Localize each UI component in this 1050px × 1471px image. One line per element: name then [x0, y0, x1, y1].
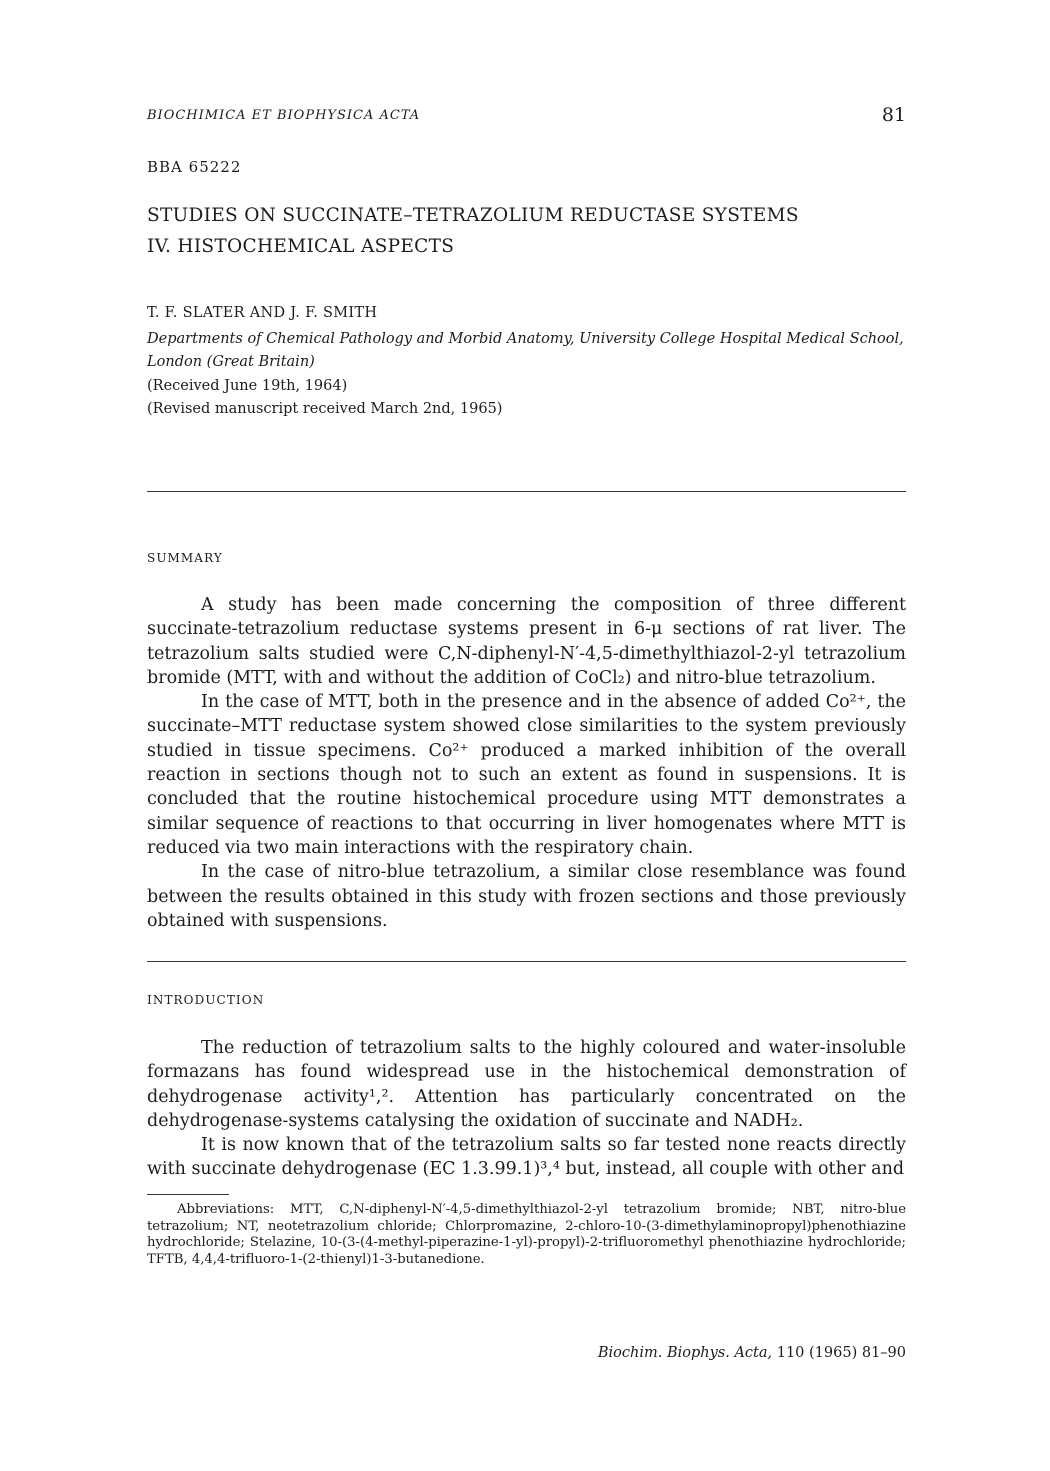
title-line-1: STUDIES ON SUCCINATE–TETRAZOLIUM REDUCTASE SYSTEMS: [147, 205, 799, 226]
footnote-rule: [147, 1194, 229, 1195]
title-line-2: IV. HISTOCHEMICAL ASPECTS: [147, 236, 455, 257]
summary-bottom-rule: [147, 961, 906, 962]
summary-paragraph: A study has been made concerning the composition of three different succinate-tetrazolium reductase systems present in 6-μ sections of rat liver. The tetrazolium salts studied were C,N-diphenyl-N′-4,5-dimethylthiazol-2-yl tetrazolium bromide (MTT, with and without the addition of CoCl₂) and nitro-blue tetrazolium.: [147, 595, 906, 688]
introduction-paragraph: It is now known that of the tetrazolium salts so far tested none reacts directly with succinate dehydrogenase (EC 1.3.99.1)³,⁴ but, instead, all couple with other and: [147, 1135, 906, 1180]
running-head: BIOCHIMICA ET BIOPHYSICA ACTA: [147, 108, 421, 123]
summary-heading: SUMMARY: [147, 551, 223, 565]
summary-body: [147, 593, 906, 933]
summary-paragraph: In the case of MTT, both in the presence and in the absence of added Co²⁺, the succinate–MTT reductase system showed close similarities to the system previously studied in tissue specimens. Co²⁺ produced a marked inhibition of the overall reaction in sections though not to such an extent as found in suspensions. It is concluded that the routine histochemical procedure using MTT demonstrates a similar sequence of reactions to that occurring in liver homogenates where MTT is reduced via two main interactions with the respiratory chain.: [147, 692, 906, 858]
revised-date: (Revised manuscript received March 2nd, 1965): [147, 401, 503, 417]
introduction-body: [147, 1036, 906, 1182]
received-date: (Received June 19th, 1964): [147, 378, 348, 394]
article-code: BBA 65222: [147, 158, 242, 176]
citation-journal: Biochim. Biophys. Acta,: [597, 1345, 773, 1361]
citation-details: 110 (1965) 81–90: [776, 1345, 906, 1361]
article-title: [147, 200, 799, 262]
author-names: T. F. SLATER AND J. F. SMITH: [147, 305, 378, 321]
summary-paragraph: In the case of nitro-blue tetrazolium, a similar close resemblance was found between the results obtained in this study with frozen sections and those previously obtained with suspensions.: [147, 862, 906, 931]
introduction-heading: INTRODUCTION: [147, 993, 265, 1007]
summary-top-rule: [147, 491, 906, 492]
abbreviations-footnote: Abbreviations: MTT, C,N-diphenyl-N′-4,5-dimethylthiazol-2-yl tetrazolium bromide; NBT, nitro-blue tetrazolium; NT, neotetrazolium chloride; Chlorpromazine, 2-chloro-10-(3-dimethylaminopropyl)phenothiazine hydrochloride; Stelazine, 10-(3-(4-methyl-piperazine-1-yl)-propyl)-2-trifluoromethyl phenothiazine hydrochloride; TFTB, 4,4,4-trifluoro-1-(2-thienyl)1-3-butanedione.: [147, 1202, 906, 1267]
journal-citation: [598, 1345, 906, 1361]
introduction-paragraph: The reduction of tetrazolium salts to the highly coloured and water-insoluble formazans has found widespread use in the histochemical demonstration of dehydrogenase activity¹,². Attention has particularly concentrated on the dehydrogenase-systems catalysing the oxidation of succinate and NADH₂.: [147, 1038, 906, 1131]
affiliation: Departments of Chemical Pathology and Morbid Anatomy, University College Hospital Medical School, London (Great Britain): [147, 331, 904, 370]
page-number: 81: [881, 104, 906, 126]
received-dates: [147, 375, 502, 421]
